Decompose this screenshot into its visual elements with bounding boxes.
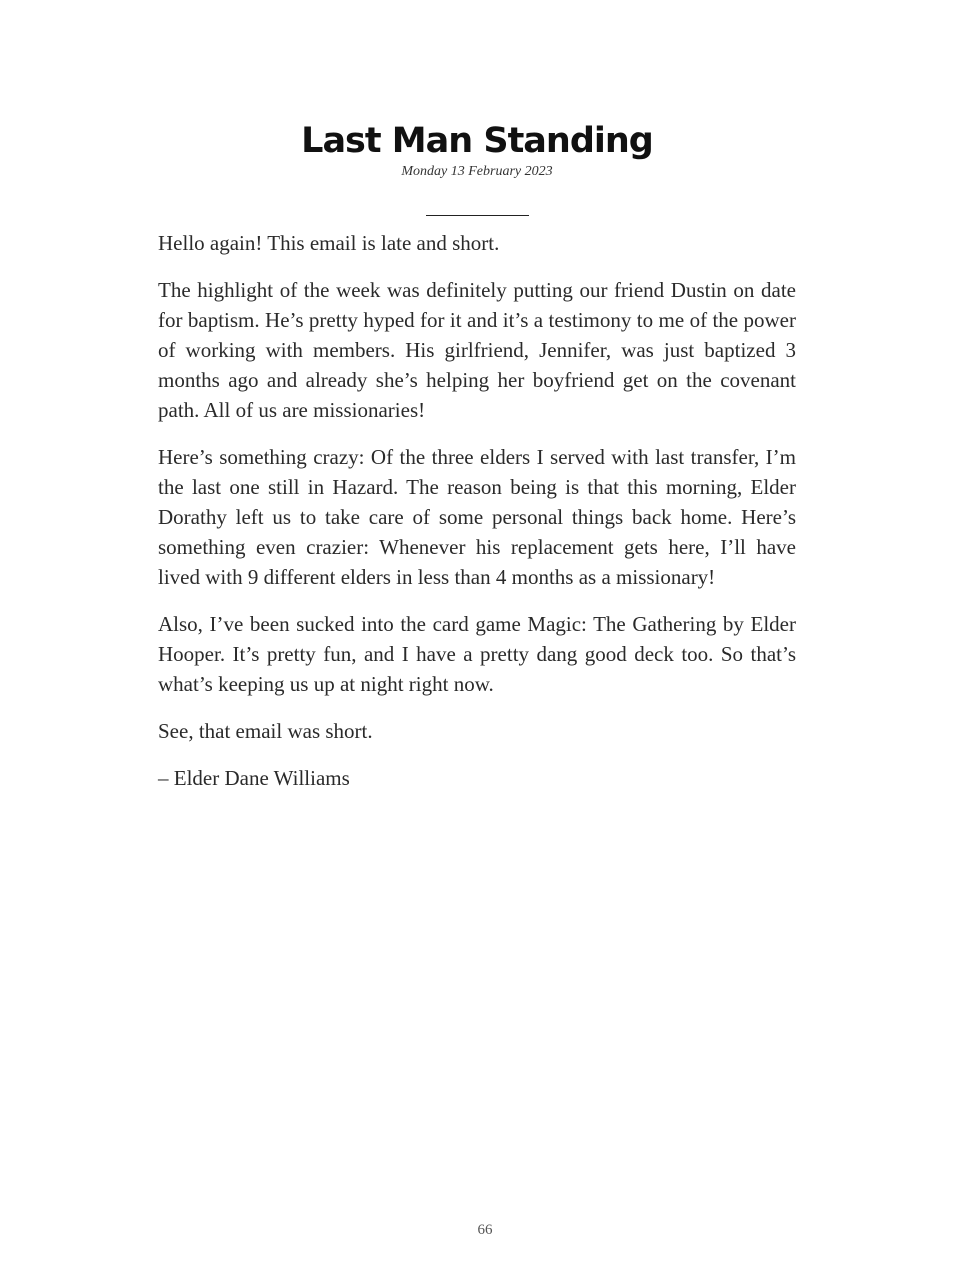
- letter-body: [158, 228, 796, 810]
- paragraph-closing: See, that email was short.: [158, 719, 373, 743]
- page-title: Last Man Standing: [301, 121, 653, 161]
- paragraph-greeting: Hello again! This email is late and short.: [158, 231, 500, 255]
- signature: – Elder Dane Williams: [158, 766, 350, 790]
- page-number: 66: [477, 1222, 493, 1238]
- paragraph-highlight: The highlight of the week was definitely putting our friend Dustin on date for baptism. He’s pretty hyped for it and it’s a testimony to me of the power of working with members. His girlfriend, Jennifer, was just baptized 3 months ago and already she’s helping her boyfriend get on the covenant path. All of us are missionaries!: [158, 278, 796, 422]
- paragraph-card-game: Also, I’ve been sucked into the card game Magic: The Gathering by Elder Hooper. It’s pretty fun, and I have a pretty dang good deck too. So that’s what’s keeping us up at night right now.: [158, 612, 796, 696]
- post-date: Monday 13 February 2023: [401, 164, 553, 179]
- title-divider: [426, 215, 529, 216]
- paragraph-elders: Here’s something crazy: Of the three elders I served with last transfer, I’m the last one still in Hazard. The reason being is that this morning, Elder Dorathy left us to take care of some personal things back home. Here’s something even crazier: Whenever his replacement gets here, I’ll have lived with 9 different elders in less than 4 months as a missionary!: [158, 445, 796, 589]
